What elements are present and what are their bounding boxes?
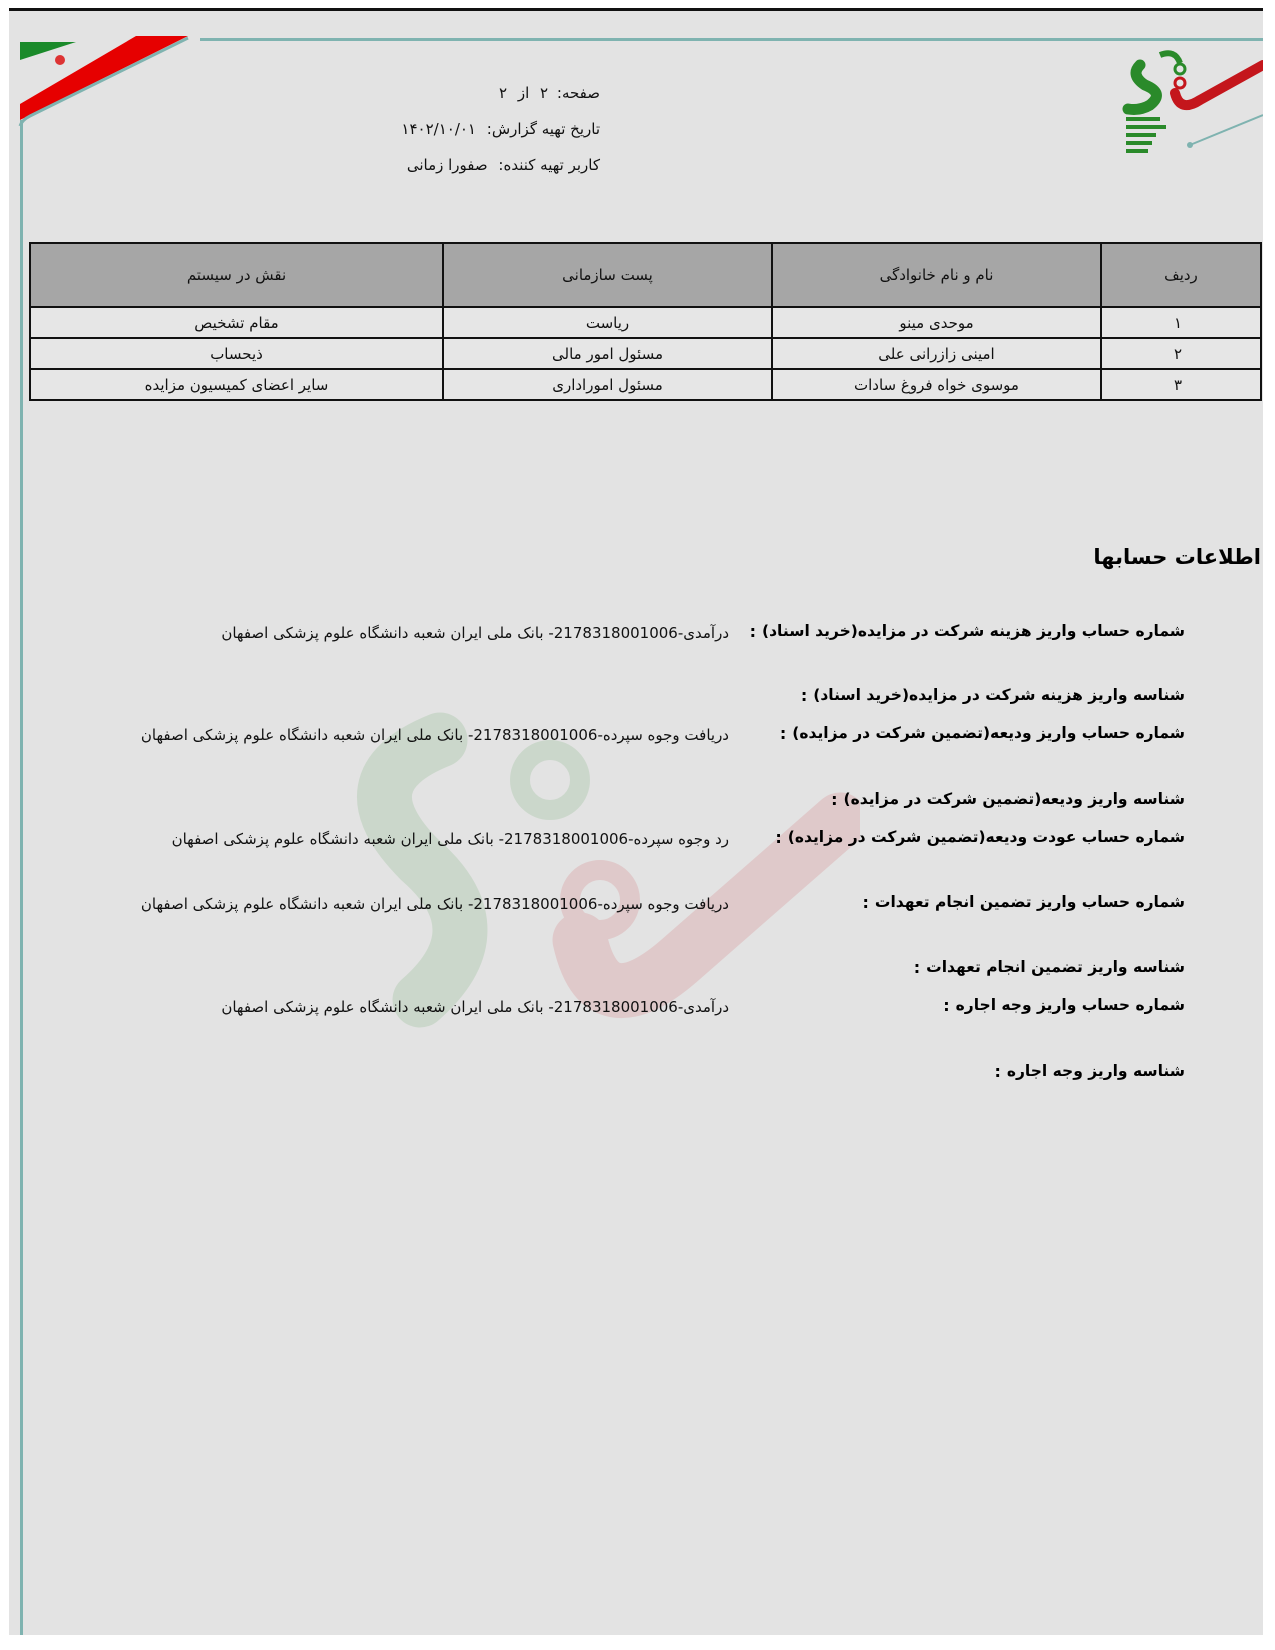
setad-logo bbox=[1120, 45, 1263, 170]
account-label: شناسه واریز هزینه شرکت در مزایده(خرید اسناد) bbox=[813, 686, 1185, 704]
account-label: شماره حساب عودت ودیعه(تضمین شرکت در مزایده) bbox=[787, 828, 1185, 846]
cell-index: ۳ bbox=[1101, 369, 1261, 400]
account-item bbox=[85, 1062, 1185, 1081]
colon: : bbox=[800, 686, 808, 705]
account-item bbox=[85, 996, 1185, 1018]
iran-flag-ribbon-logo bbox=[18, 34, 208, 129]
flag-emblem-icon bbox=[55, 55, 65, 65]
prepared-by-label: کاربر تهیه کننده: bbox=[498, 156, 600, 174]
account-label: شناسه واریز وجه اجاره bbox=[1006, 1062, 1185, 1080]
account-value: درآمدی-2178318001006- بانک ملی ایران شعبه دانشگاه علوم پزشکی اصفهان bbox=[221, 998, 729, 1016]
page-of: از bbox=[517, 84, 530, 102]
colon: : bbox=[831, 790, 838, 809]
table-row bbox=[30, 369, 1261, 400]
cell-role: ذیحساب bbox=[30, 338, 443, 369]
table-header-row bbox=[30, 243, 1261, 307]
accounts-section-title: اطلاعات حسابها bbox=[1093, 545, 1261, 569]
account-item bbox=[85, 958, 1185, 977]
account-value: رد وجوه سپرده-2178318001006- بانک ملی ایران شعبه دانشگاه علوم پزشکی اصفهان bbox=[171, 830, 729, 848]
account-label: شناسه واریز ودیعه(تضمین شرکت در مزایده) bbox=[843, 790, 1185, 808]
column-header-post: پست سازمانی bbox=[443, 243, 772, 307]
page-current: ۲ bbox=[540, 84, 549, 102]
colon: : bbox=[749, 622, 757, 641]
account-label: شماره حساب واریز تضمین انجام تعهدات bbox=[874, 893, 1185, 911]
account-item bbox=[85, 893, 1185, 915]
report-date-value: ۱۴۰۲/۱۰/۰۱ bbox=[401, 120, 476, 138]
page-number bbox=[330, 75, 600, 111]
page-label: صفحه: bbox=[556, 84, 600, 102]
prepared-by bbox=[330, 147, 600, 183]
cell-name: موحدی مینو bbox=[772, 307, 1101, 338]
column-header-index: ردیف bbox=[1101, 243, 1261, 307]
cell-role: مقام تشخیص bbox=[30, 307, 443, 338]
account-item bbox=[85, 686, 1185, 705]
cell-post: ریاست bbox=[443, 307, 772, 338]
account-label: شناسه واریز تضمین انجام تعهدات bbox=[926, 958, 1185, 976]
top-rule bbox=[9, 8, 1263, 11]
colon: : bbox=[913, 958, 921, 977]
account-label: شماره حساب واریز وجه اجاره bbox=[955, 996, 1185, 1014]
account-value: دریافت وجوه سپرده-2178318001006- بانک ملی ایران شعبه دانشگاه علوم پزشکی اصفهان bbox=[140, 726, 729, 744]
cell-name: امینی زازرانی علی bbox=[772, 338, 1101, 369]
colon: : bbox=[943, 996, 950, 1015]
cell-post: مسئول امور مالی bbox=[443, 338, 772, 369]
table-row bbox=[30, 338, 1261, 369]
colon: : bbox=[862, 893, 869, 912]
cell-index: ۱ bbox=[1101, 307, 1261, 338]
account-item bbox=[85, 790, 1185, 809]
report-date bbox=[330, 111, 600, 147]
frame-top-line bbox=[200, 38, 1263, 41]
colon: : bbox=[779, 724, 787, 743]
cell-name: موسوی خواه فروغ سادات bbox=[772, 369, 1101, 400]
cell-role: سایر اعضای کمیسیون مزایده bbox=[30, 369, 443, 400]
report-header-info bbox=[330, 75, 600, 183]
report-date-label: تاریخ تهیه گزارش: bbox=[486, 120, 600, 138]
cell-index: ۲ bbox=[1101, 338, 1261, 369]
page-total: ۲ bbox=[499, 84, 508, 102]
account-label: شماره حساب واریز ودیعه(تضمین شرکت در مزایده) bbox=[792, 724, 1185, 742]
account-label: شماره حساب واریز هزینه شرکت در مزایده(خرید اسناد) bbox=[762, 622, 1185, 640]
column-header-role: نقش در سیستم bbox=[30, 243, 443, 307]
table-row bbox=[30, 307, 1261, 338]
colon: : bbox=[994, 1062, 1001, 1081]
account-item bbox=[85, 724, 1185, 746]
column-header-name: نام و نام خانوادگی bbox=[772, 243, 1101, 307]
prepared-by-value: صفورا زمانی bbox=[406, 156, 488, 174]
account-value: درآمدی-2178318001006- بانک ملی ایران شعبه دانشگاه علوم پزشکی اصفهان bbox=[221, 624, 729, 642]
account-value: دریافت وجوه سپرده-2178318001006- بانک ملی ایران شعبه دانشگاه علوم پزشکی اصفهان bbox=[140, 895, 729, 913]
cell-post: مسئول اموراداری bbox=[443, 369, 772, 400]
commission-members-table bbox=[29, 242, 1262, 401]
frame-left-line bbox=[20, 120, 23, 1635]
account-item bbox=[85, 828, 1185, 850]
colon: : bbox=[775, 828, 782, 847]
account-item bbox=[85, 622, 1185, 644]
flag-green-band bbox=[20, 42, 76, 60]
